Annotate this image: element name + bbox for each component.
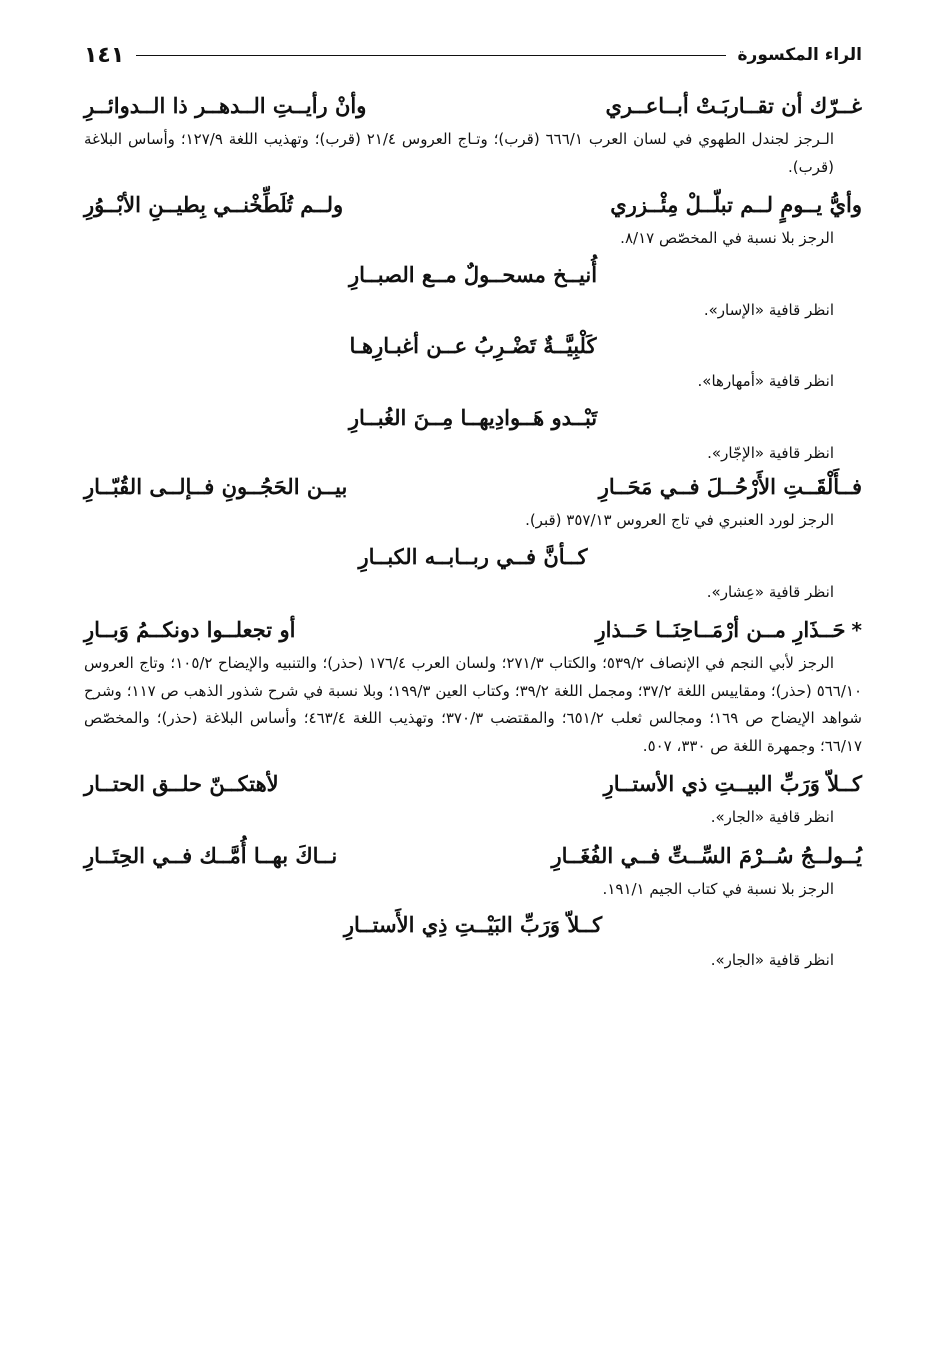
- centered-verse: كَلْبِيَّــةٌ تَضْـرِبُ عــن أغبـارِهـا: [349, 333, 597, 358]
- verse-hemistich-right: كــلاّ وَرَبِّ البيــتِ ذي الأستــارِ: [603, 771, 862, 796]
- chapter-title: الراء المكسورة: [737, 45, 862, 65]
- verse-hemistich-left: لأهتكــنّ حلــق الحتــار: [84, 771, 279, 796]
- source-note: الـرجز لجندل الطهوي في لسان العرب ٦٦٦/١ (قرب)؛ وتـاج العروس ٢١/٤ (قرب)؛ وتهذيب اللغة ١٢٧/٩؛ وأساس البلاغة (قرب).: [84, 130, 835, 176]
- cross-reference-note: انظر قافية «الإجّار».: [707, 443, 834, 462]
- verse-hemistich-left: نــاكَ بهــا أُمَّــك فــي الحِتَــارِ: [84, 842, 338, 868]
- cross-reference-note: انظر قافية «أمهارها».: [697, 372, 834, 390]
- page-number: ١٤١: [84, 42, 125, 68]
- source-note: الرجز لورد العنبري في تاج العروس ٣٥٧/١٣ (قبر).: [525, 511, 834, 529]
- asterisk-marker: *: [851, 618, 862, 642]
- centered-verse: أُنيــخ مسحــولٌ مــع الصبــارِ: [348, 261, 598, 287]
- verse-hemistich-left: بيــن الحَجُــونِ فــإلــى القُبّــارِ: [84, 474, 348, 499]
- book-page: [84, 34, 862, 1358]
- source-note: الرجز بلا نسبة في كتاب الجيم ١٩١/١.: [602, 879, 834, 898]
- verse-hemistich-right: [596, 610, 862, 650]
- verse-hemistich-left: ولــم تُلَطِّخْنــي بِطيــنِ الأبْــوُرِ: [84, 192, 344, 217]
- verse-hemistich-left: وأنْ رأيــتِ الــدهــر ذا الــدوائــرِ: [84, 93, 367, 118]
- source-note: الرجز بلا نسبة في المخصّص ٨/١٧.: [620, 229, 834, 247]
- source-note: الرجز لأبي النجم في الإنصاف ٥٣٩/٢؛ والكتاب ٢٧١/٣؛ ولسان العرب ١٧٦/٤ (حذر)؛ والتنبيه والإيضاح ١٠٥/٢؛ وتاج العروس ٥٦٦/١٠ (حذر)؛ ومقاييس اللغة ٣٧/٢؛ ومجمل اللغة ٣٩/٢؛ وكتاب العين ١٩٩/٣؛ وبلا نسبة في شرح شذور الذهب ص ١١٧؛ وشرح شواهد الإيضاح ص ١٦٩؛ ومجالس ثعلب ٦٥١/٢؛ والمقتضب ٣٧٠/٣؛ وتهذيب اللغة ٤٦٣/٤؛ وأساس البلاغة (حذر)؛ والمخصّص ٦٦/١٧؛ وجمهرة اللغة ص ٣٣٠، ٥٠٧.: [84, 654, 863, 755]
- verse-line: [84, 467, 862, 507]
- centered-verse: كــأنَّ فــي ربــابــه الكبــارِ: [358, 543, 588, 569]
- verse-hemistich-left: أو تجعلــوا دونكــمُ وَبــارِ: [84, 617, 296, 642]
- cross-reference-note: انظر قافية «الجار».: [710, 951, 834, 969]
- verse-hemistich-right: غــرّك أن تقــاربَـتْ أبــاعــري: [605, 93, 862, 118]
- centered-verse: كــلاّ وَرَبِّ البَيْــتِ ذِي الأَستــارِ: [343, 912, 603, 937]
- verse-line: [84, 836, 862, 876]
- running-header: [84, 34, 862, 76]
- cross-reference-note: انظر قافية «عِشار».: [706, 582, 834, 601]
- verse-hemistich-right: وأيُّ يــومٍ لــم تبلّــلْ مِئْــزري: [610, 192, 862, 217]
- header-rule: [136, 55, 725, 56]
- cross-reference-note: انظر قافية «الإسار».: [703, 300, 834, 319]
- verse-hemistich-right: فــأَلْقَــتِ الأَرْحُــلَ فــي مَحَــارِ: [598, 474, 862, 499]
- verse-line: [84, 86, 862, 126]
- verse-line: [84, 610, 862, 650]
- centered-verse: تَبْــدو هَــوادِيهــا مِــنَ الغُبــارِ: [348, 404, 598, 430]
- verse-line: [84, 764, 862, 804]
- verse-text: حَــذَارِ مــن أرْمَــاحِنَــا حَــذارِ: [595, 617, 846, 642]
- verse-hemistich-right: يُــولــجُ سُــرْمَ السِّــتِّ فــي الفُغَــارِ: [551, 842, 862, 868]
- verse-line: [84, 185, 862, 225]
- cross-reference-note: انظر قافية «الجار».: [710, 808, 834, 826]
